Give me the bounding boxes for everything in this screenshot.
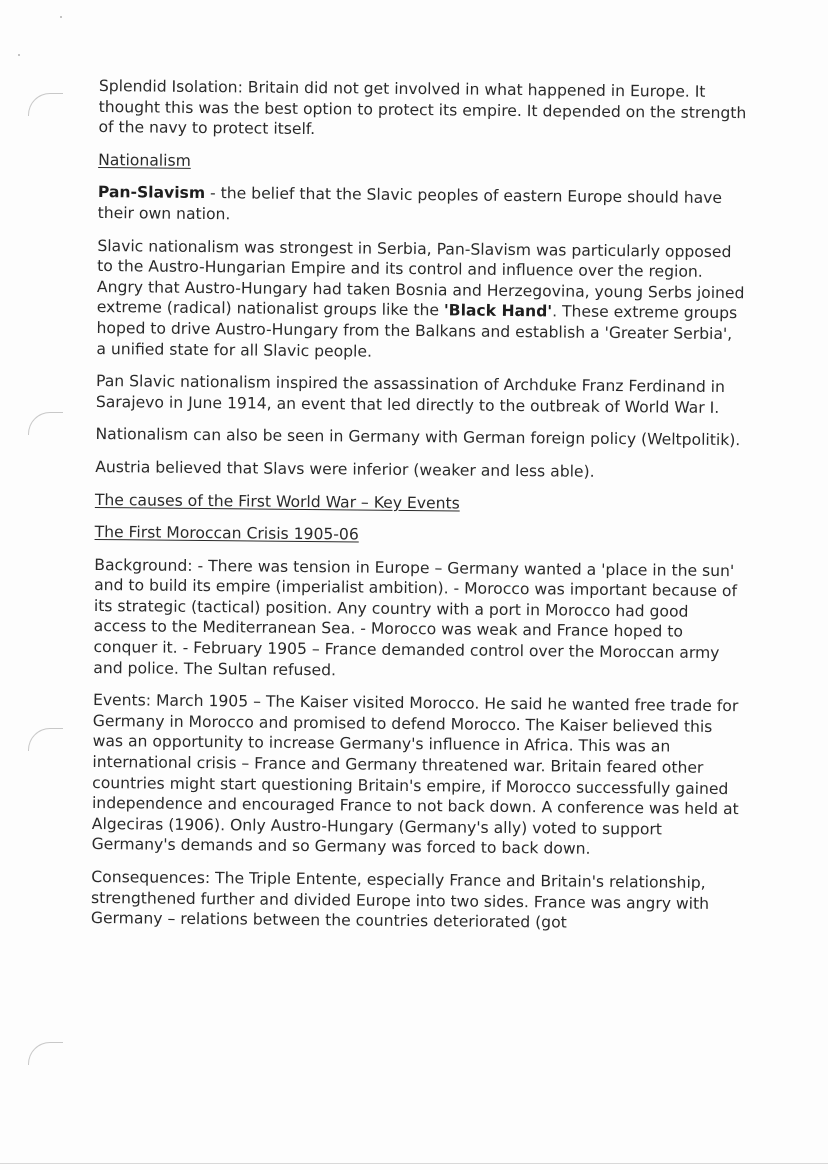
punch-hole-mark xyxy=(28,412,63,435)
slavic-nationalism-text-cont: . These extreme groups hoped to drive Austro-Hungary from the Balkans and establish a 'Greater Serbia', a unified state for all Slavic people. xyxy=(96,302,738,361)
black-hand-term: 'Black Hand' xyxy=(443,301,553,321)
moroccan-crisis-heading: The First Moroccan Crisis 1905-06 xyxy=(94,523,359,544)
panslavism-definition: - the belief that the Slavic peoples of eastern Europe should have their own nation. xyxy=(97,184,723,224)
nationalism-heading: Nationalism xyxy=(98,150,191,170)
events-paragraph: Events: March 1905 – The Kaiser visited Morocco. He said he wanted free trade for Germany in Morocco and promised to defend Morocco. The Kaiser believed this was an opportunity to increase Germany's influence in Africa. This was an international crisis – France and Germany threatened war. Britain feared other countries might start questioning Britain's empire, if Morocco successfully gained independence and encouraged France to not back down. A conference was held at Algeciras (1906). Only Austro-Hungary (Germany's ally) voted to support Germany's demands and so Germany was forced to back down. xyxy=(91,691,739,859)
scan-edge-line xyxy=(0,1163,828,1164)
slavic-nationalism-paragraph xyxy=(96,236,745,366)
slavic-nationalism-text: Slavic nationalism was strongest in Serbia, Pan-Slavism was particularly opposed to the Austro-Hungarian Empire and its control and influence over the region. Angry that Austro-Hungary had taken Bosnia and Herzegovina, young Serbs joined extreme (radical) nationalist groups like the xyxy=(96,236,745,320)
panslavism-paragraph xyxy=(98,182,746,229)
punch-hole-mark xyxy=(28,728,63,751)
scan-speck xyxy=(18,54,20,56)
assassination-paragraph: Pan Slavic nationalism inspired the assassination of Archduke Franz Ferdinand in Sarajevo in June 1914, an event that led directly to the outbreak of World War I. xyxy=(95,372,726,417)
punch-hole-mark xyxy=(28,93,63,116)
germany-nationalism-paragraph: Nationalism can also be seen in Germany with German foreign policy (Weltpolitik). xyxy=(95,425,741,450)
key-events-heading: The causes of the First World War – Key Events xyxy=(94,490,460,512)
document-body xyxy=(91,76,747,947)
scan-speck xyxy=(60,16,62,18)
splendid-isolation-paragraph: Splendid Isolation: Britain did not get involved in what happened in Europe. It thought this was the best option to protect its empire. It depended on the strength of the navy to protect itself. xyxy=(98,76,747,139)
background-paragraph: Background: - There was tension in Europe – Germany wanted a 'place in the sun' and to build its empire (imperialist ambition). - Morocco was important because of its strategic (tactical) position. Any country with a port in Morocco had good access to the Mediterranean Sea. - Morocco was weak and France hoped to conquer it. - February 1905 – France demanded control over the Moroccan army and police. The Sultan refused. xyxy=(93,555,738,679)
consequences-paragraph: Consequences: The Triple Entente, especially France and Britain's relationship, strengthened further and divided Europe into two sides. France was angry with Germany – relations between the countries deteriorated (got xyxy=(90,867,710,932)
austria-slavs-paragraph: Austria believed that Slavs were inferior (weaker and less able). xyxy=(95,457,595,481)
panslavism-term: Pan-Slavism xyxy=(97,183,206,203)
punch-hole-mark xyxy=(28,1042,63,1065)
